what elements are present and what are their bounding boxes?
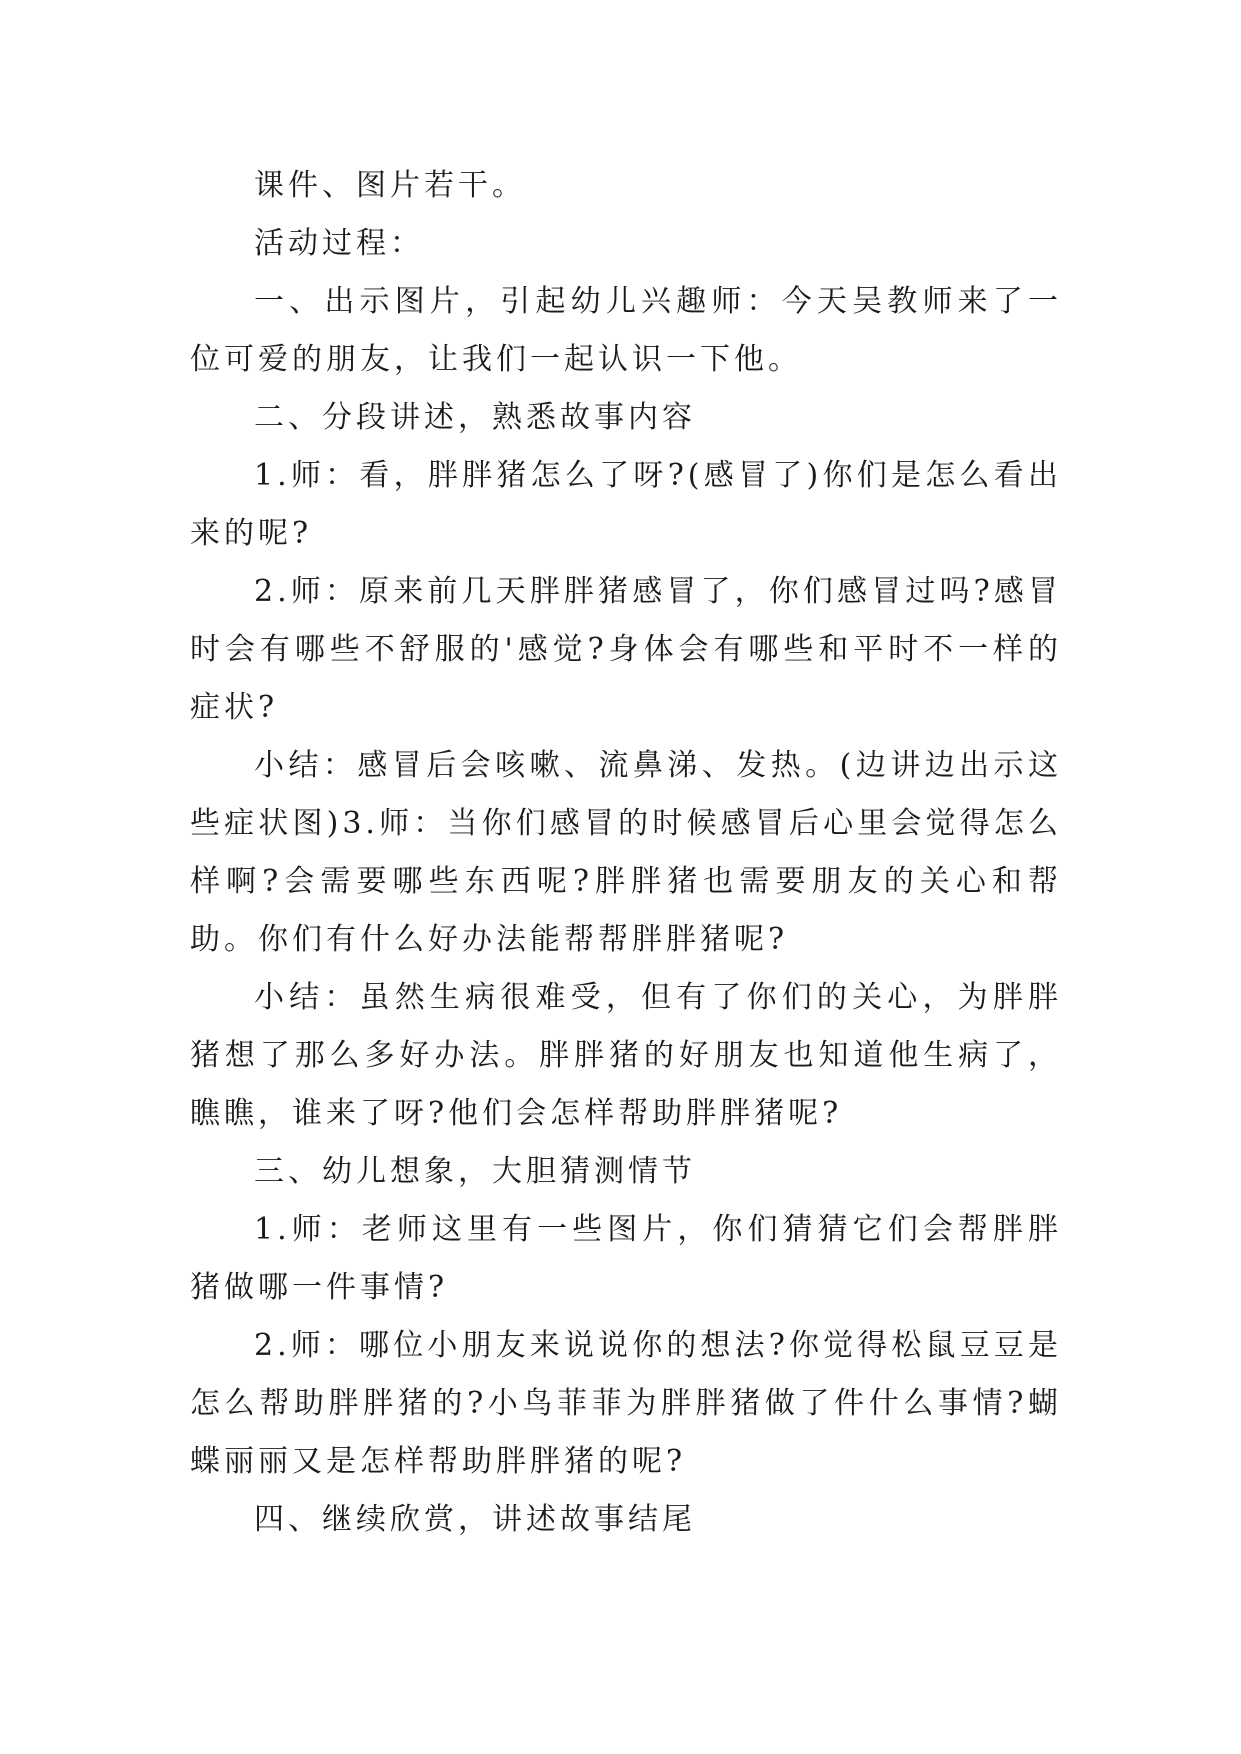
paragraph-section-three-heading: 三、幼儿想象，大胆猜测情节 <box>254 1154 696 1189</box>
paragraph-section-four-heading: 四、继续欣赏，讲述故事结尾 <box>254 1502 696 1537</box>
paragraph-process-heading: 活动过程： <box>254 226 424 261</box>
paragraph-step-3-1: 1.师：老师这里有一些图片，你们猜猜它们会帮胖胖猪做哪一件事情? <box>190 1212 1062 1305</box>
paragraph-step-3-2: 2.师：哪位小朋友来说说你的想法?你觉得松鼠豆豆是怎么帮助胖胖猪的?小鸟菲菲为胖胖猪做了件什么事情?蝴蝶丽丽又是怎样帮助胖胖猪的呢? <box>190 1328 1062 1479</box>
document-body <box>190 157 1062 1549</box>
paragraph-step-1: 1.师：看，胖胖猪怎么了呀?(感冒了)你们是怎么看出来的呢? <box>190 458 1062 551</box>
paragraph-summary-2: 小结：虽然生病很难受，但有了你们的关心，为胖胖猪想了那么多好办法。胖胖猪的好朋友也知道他生病了，瞧瞧，谁来了呀?他们会怎样帮助胖胖猪呢? <box>190 980 1062 1131</box>
paragraph-summary-1: 小结：感冒后会咳嗽、流鼻涕、发热。(边讲边出示这些症状图)3.师：当你们感冒的时候感冒后心里会觉得怎么样啊?会需要哪些东西呢?胖胖猪也需要朋友的关心和帮助。你们有什么好办法能帮帮胖胖猪呢? <box>190 748 1062 957</box>
paragraph-step-2: 2.师：原来前几天胖胖猪感冒了，你们感冒过吗?感冒时会有哪些不舒服的'感觉?身体会有哪些和平时不一样的症状? <box>190 574 1062 725</box>
paragraph-section-two-heading: 二、分段讲述，熟悉故事内容 <box>254 400 696 435</box>
paragraph-materials: 课件、图片若干。 <box>254 168 526 203</box>
paragraph-section-one: 一、出示图片，引起幼儿兴趣师：今天吴教师来了一位可爱的朋友，让我们一起认识一下他。 <box>190 284 1062 377</box>
